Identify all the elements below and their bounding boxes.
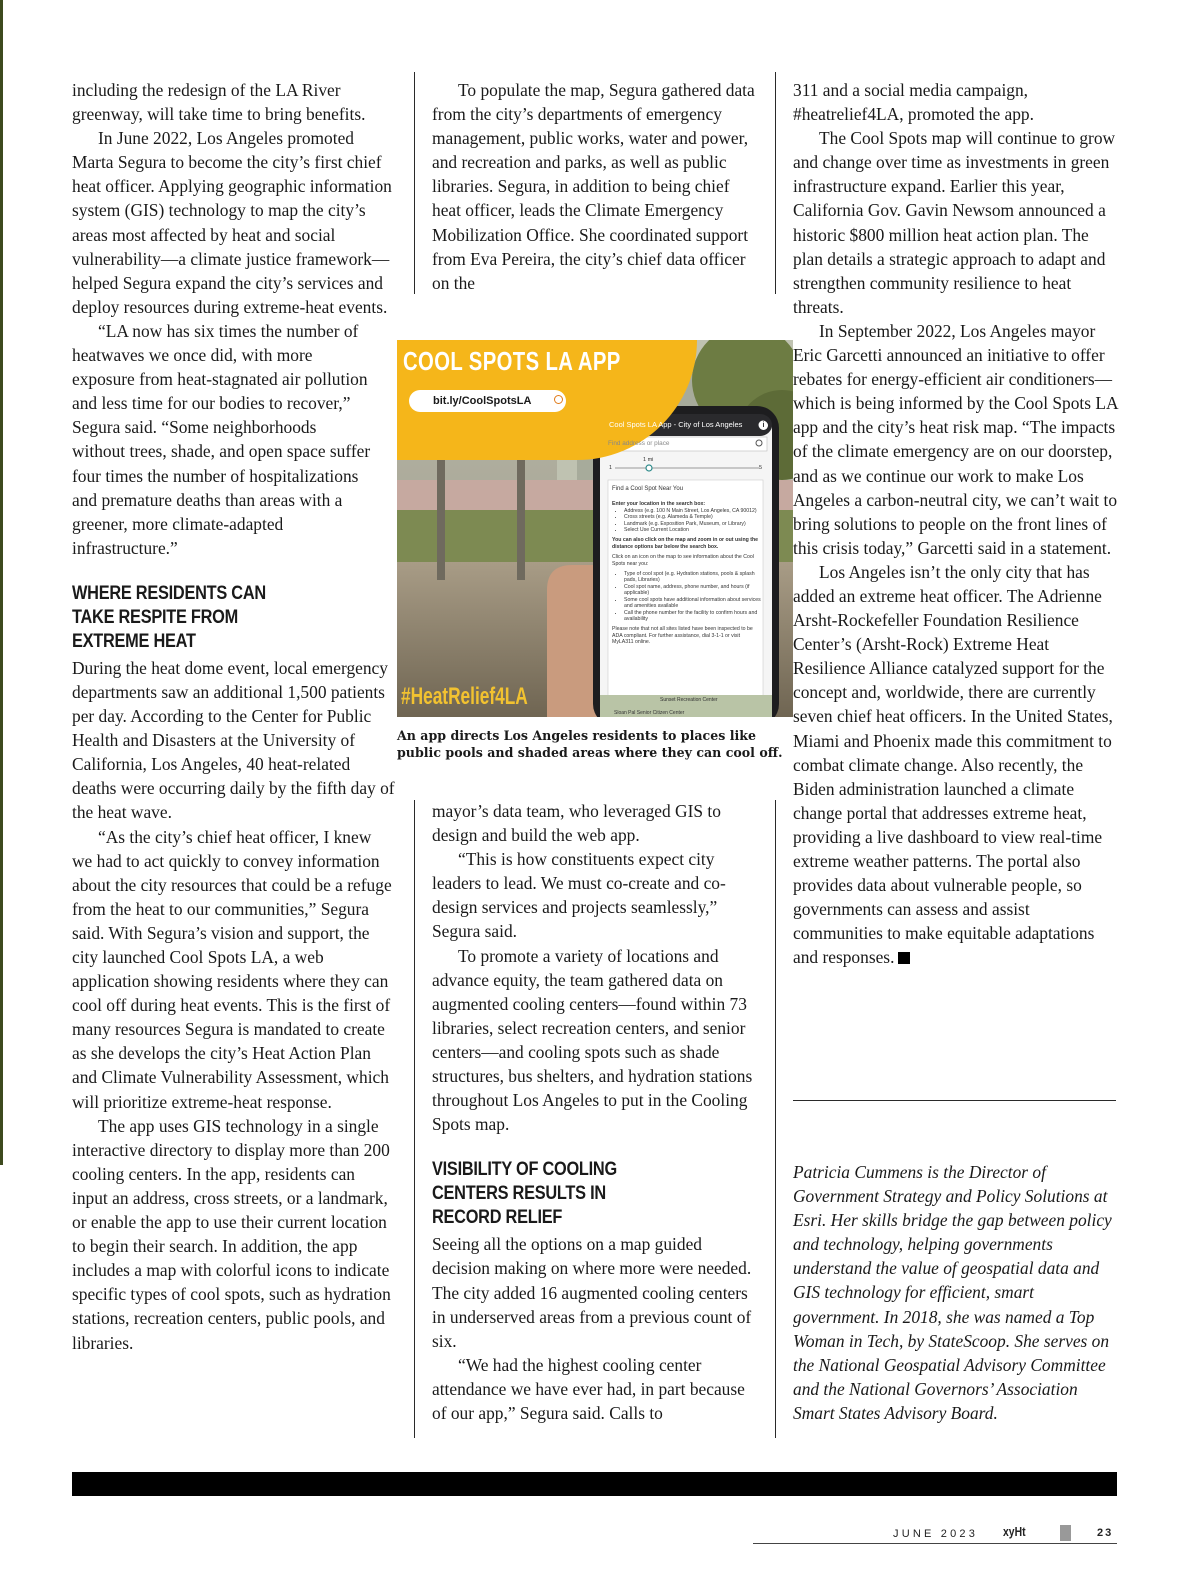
list-item: • Select Use Current Location xyxy=(624,527,762,533)
paragraph: “As the city’s chief heat officer, I knew we had to act quickly to convey information about the city resources that could be a refuge from the heat to our communities,” Segura said. With Segura’s vision and support, the city launched Cool Spots LA, a web application showing residents where they can cool off during heat events. This is the first of many resources Segura is mandated to create as she develops the city’s Heat Action Plan and Climate Vulnerability Assessment, which will prioritize extreme-heat response. xyxy=(72,826,392,1112)
paragraph: “We had the highest cooling center attendance we have ever had, in part because of our app,” Segura said. Calls to xyxy=(432,1354,745,1423)
end-mark-icon xyxy=(898,952,910,964)
author-bio: Patricia Cummens is the Director of Government Strategy and Policy Solutions at Esri. Her skills bridge the gap between policy and technology, helping governments understand the value of geospatial data and GIS technology for efficient, smart government. In 2018, she was named a Top Woman in Tech, by StateScoop. She serves on the National Geospatial Advisory Committee and the National Governors’ Association Smart States Advisory Board. xyxy=(793,1162,1112,1423)
search-input[interactable]: Find address or place xyxy=(608,440,670,447)
app-photo xyxy=(397,340,793,717)
section-heading: VISIBILITY OF COOLING CENTERS RESULTS IN RECORD RELIEF xyxy=(432,1159,617,1229)
folio-magazine: xyHt xyxy=(1003,1524,1026,1539)
paragraph: mayor’s data team, who leveraged GIS to design and build the web app. xyxy=(432,801,721,846)
location-options-list xyxy=(612,508,762,534)
panel-icon-text: Click on an icon on the map to see information about the Cool Spots near you: xyxy=(612,554,754,567)
phone-screen xyxy=(600,414,772,717)
hashtag: #HeatRelief4LA xyxy=(401,683,528,710)
column-rule xyxy=(775,72,776,294)
paragraph: In September 2022, Los Angeles mayor Eric Garcetti announced an initiative to offer rebates for energy-efficient air conditioners—which is being informed by the Cool Spots LA app and the city’s heat risk map. “The impacts of the climate emergency are on our doorstep, and as we continue our work to make Los Angeles a carbon-neutral city, we can’t wait to bring solutions to people on the front lines of this crisis today,” Garcetti said in a statement. xyxy=(793,320,1118,558)
section-heading: WHERE RESIDENTS CAN TAKE RESPITE FROM EXTREME HEAT xyxy=(72,582,266,652)
paragraph: To promote a variety of locations and advance equity, the team gathered data on augmented cooling centers—found within 73 libraries, select recreation centers, and senior centers—and cooling spots such as shade structures, bus shelters, and hydration stations throughout Los Angeles to put in the Cooling Spots map. xyxy=(432,945,753,1135)
paragraph: During the heat dome event, local emergency departments saw an additional 1,500 patients per day. According to the Center for Public Health and Disasters at the University of California, Los Angeles, 40 heat-related deaths were occurring daily by the fifth day of the heat wave. xyxy=(72,657,395,823)
spot-info-list xyxy=(612,571,762,622)
column-rule xyxy=(775,800,776,1438)
left-edge-bar xyxy=(0,0,3,1165)
column-3 xyxy=(793,78,1119,969)
map-label: Sloan Pal Senior Citizen Center xyxy=(614,710,685,716)
list-item: • Cross streets (e.g. Alameda & Temple) xyxy=(624,514,762,520)
column-1 xyxy=(72,78,395,1355)
list-item: • Cool spot name, address, phone number, and hours (if applicable) xyxy=(624,584,762,597)
page-number: 23 xyxy=(1097,1527,1114,1539)
paragraph: The app uses GIS technology in a single interactive directory to display more than 200 cooling centers. In the app, residents can input an address, cross streets, or a landmark, or enable the app to use their current location to begin their search. In addition, the app includes a map with colorful icons to indicate specific types of cool spots, such as hydration stations, recreation centers, public pools, and libraries. xyxy=(72,1115,391,1353)
map-label: Sunset Recreation Center xyxy=(660,697,718,703)
paragraph: 311 and a social media campaign, #heatrelief4LA, promoted the app. xyxy=(793,80,1034,125)
panel-enter-label: Enter your location in the search box: xyxy=(612,501,706,508)
distance-max: 5 xyxy=(759,465,763,471)
column-2-top xyxy=(432,78,758,295)
panel-click-text: You can also click on the map and zoom in or out using the distance options bar below the search box. xyxy=(612,537,759,550)
folio-marker xyxy=(1060,1525,1071,1541)
info-icon: i xyxy=(759,421,768,430)
distance-min: 1 xyxy=(609,465,613,471)
paragraph: including the redesign of the LA River greenway, will take time to bring benefits. xyxy=(72,80,366,125)
list-item: • Type of cool spot (e.g. Hydration stations, pools & splash pads, Libraries) xyxy=(624,571,762,584)
url-text: bit.ly/CoolSpotsLA xyxy=(433,395,532,407)
figure-caption: An app directs Los Angeles residents to places like public pools and shaded areas where they can cool off. xyxy=(397,728,783,760)
column-rule xyxy=(414,800,415,1438)
paragraph: To populate the map, Segura gathered data from the city’s departments of emergency management, public works, water and power, and recreation and parks, as well as public libraries. Segura, in addition to being chief heat officer, leads the Climate Emergency Mobilization Office. She coordinated support from Eva Pereira, the city’s chief data officer on the xyxy=(432,80,755,293)
paragraph-with-endmark xyxy=(793,560,1119,970)
url-pill xyxy=(409,390,566,412)
banner-title: COOL SPOTS LA APP xyxy=(403,346,621,376)
panel xyxy=(612,486,762,646)
bio-divider xyxy=(793,1100,1116,1101)
list-item: • Some cool spots have additional information about services and amenities available xyxy=(624,597,762,610)
folio-rule xyxy=(753,1543,1117,1544)
list-item: • Landmark (e.g. Exposition Park, Museum, or Library) xyxy=(624,521,762,527)
paragraph: “LA now has six times the number of heatwaves we once did, with more exposure from heat-stagnated air pollution and less time for our bodies to recover,” Segura said. “Some neighborhoods without trees, shade, and open space suffer four times the number of hospitalizations and premature deaths than areas with a greener, more climate-adapted infrastructure.” xyxy=(72,320,371,558)
folio-date: JUNE 2023 xyxy=(893,1528,979,1540)
distance-slider[interactable] xyxy=(615,466,759,471)
panel-title: Find a Cool Spot Near You xyxy=(612,486,684,492)
distance-label: 1 mi xyxy=(643,457,654,463)
list-item: • Call the phone number for the facility to confirm hours and availability xyxy=(624,610,762,623)
panel-note: Please note that not all sites listed have been inspected to be ADA compliant. For further assistance, dial 3-1-1 or visit MyLA311 online. xyxy=(612,626,753,646)
column-2-bottom xyxy=(432,799,758,1425)
paragraph: The Cool Spots map will continue to grow and change over time as investments in green infrastructure expand. Earlier this year, California Gov. Gavin Newsom announced a historic $800 million heat action plan. The plan details a strategic approach to adapt and strengthen community resilience to heat threats. xyxy=(793,128,1116,317)
column-rule xyxy=(414,72,415,294)
search-icon xyxy=(554,395,563,404)
list-item: • Address (e.g. 100 N Main Street, Los Angeles, CA 90012) xyxy=(624,508,762,514)
paragraph: Seeing all the options on a map guided decision making on where more were needed. The city added 16 augmented cooling centers in underserved areas from a previous count of six. xyxy=(432,1234,752,1351)
paragraph: In June 2022, Los Angeles promoted Marta Segura to become the city’s first chief heat officer. Applying geographic information system (GIS) technology to map the city’s areas most affected by heat and social vulnerability—a climate justice framework—helped Segura expand the city’s services and deploy resources during extreme-heat events. xyxy=(72,128,392,317)
paragraph-text: Los Angeles isn’t the only city that has added an extreme heat officer. The Adrienne Arsht-Rockefeller Foundation Resilience Center’s (Arsht-Rock) Extreme Heat Resilience Alliance catalyzed support for the concept and, worldwide, there are currently seven chief heat officers. In the United States, Miami and Phoenix made this commitment to combat climate change. Also recently, the Biden administration launched a climate change portal that addresses extreme heat, providing a live dashboard to view real-time extreme weather patterns. The portal also provides data about vulnerable people, so governments can assess and assist communities to make equitable adaptations and responses. xyxy=(793,561,1113,968)
app-header: Cool Spots LA App - City of Los Angeles xyxy=(609,420,743,429)
footer-bar xyxy=(72,1472,1117,1496)
paragraph: “This is how constituents expect city leaders to lead. We must co-create and co-design services and projects seamlessly,” Segura said. xyxy=(432,849,726,942)
